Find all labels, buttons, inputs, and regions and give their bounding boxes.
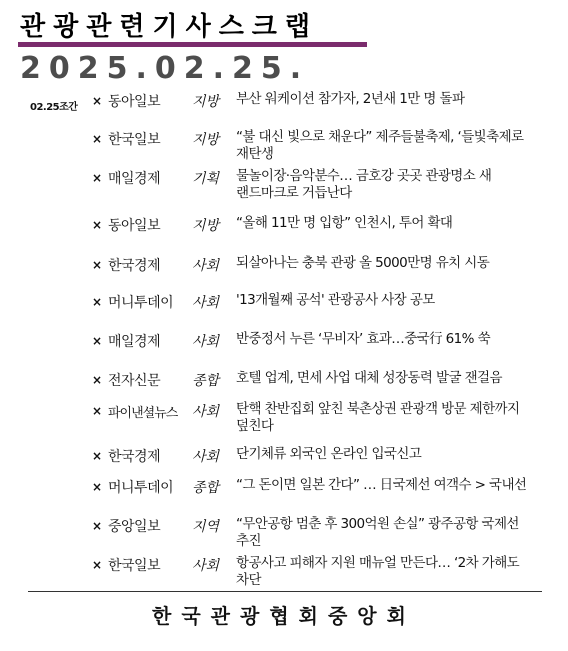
page-title: 관광관련기사스크랩 [20, 12, 319, 42]
article-source: 매일경제 [108, 171, 161, 187]
bullet-mark: × [92, 373, 103, 387]
article-headline[interactable]: 되살아나는 충북 관광 올 5000만명 유치 시동 [236, 255, 490, 271]
article-row[interactable] [0, 168, 568, 206]
article-category: 사회 [192, 558, 220, 574]
article-category: 사회 [192, 449, 220, 465]
article-row[interactable] [0, 401, 568, 439]
bullet-mark: × [92, 480, 103, 494]
bullet-mark: × [92, 132, 103, 146]
article-headline[interactable]: 단기체류 외국인 온라인 입국신고 [236, 446, 422, 462]
bullet-mark: × [92, 295, 103, 309]
article-category: 사회 [192, 258, 220, 274]
article-category: 종합 [192, 480, 220, 496]
article-source: 동아일보 [108, 218, 161, 234]
article-category: 지방 [192, 94, 220, 110]
bullet-mark: × [92, 94, 103, 108]
article-category: 사회 [192, 404, 220, 420]
article-category: 사회 [192, 334, 220, 350]
article-row[interactable] [0, 215, 568, 253]
article-row[interactable] [0, 555, 568, 593]
article-category: 기획 [192, 171, 220, 187]
bullet-mark: × [92, 334, 103, 348]
bullet-mark: × [92, 404, 103, 418]
article-headline[interactable]: “불 대신 빛으로 채운다” 제주들불축제, ‘들빛축제로 재탄생 [236, 129, 524, 162]
article-source: 매일경제 [108, 334, 161, 350]
article-row[interactable] [0, 331, 568, 369]
article-headline[interactable]: “무안공항 멈춘 후 300억원 손실” 광주공항 국제선 추진 [236, 516, 519, 549]
article-headline[interactable]: 탄핵 찬반집회 앞친 북촌상권 관광객 방문 제한까지 덮친다 [236, 401, 520, 434]
bullet-mark: × [92, 258, 103, 272]
article-category: 사회 [192, 295, 220, 311]
article-headline[interactable]: '13개월째 공석' 관광공사 사장 공모 [236, 292, 435, 308]
article-source: 머니투데이 [108, 480, 174, 496]
article-headline[interactable]: 부산 워케이션 참가자, 2년새 1만 명 돌파 [236, 91, 465, 107]
article-category: 지방 [192, 132, 220, 148]
edition-label: 02.25조간 [30, 102, 78, 113]
article-row[interactable] [0, 516, 568, 554]
article-row[interactable] [0, 255, 568, 293]
organization-name: 한국관광협회중앙회 [152, 604, 416, 628]
title-underline [18, 42, 367, 47]
article-source: 한국경제 [108, 258, 161, 274]
article-row[interactable] [0, 129, 568, 167]
article-row[interactable] [0, 91, 568, 129]
bullet-mark: × [92, 519, 103, 533]
article-source: 한국경제 [108, 449, 161, 465]
article-row[interactable] [0, 477, 568, 515]
article-source: 파이낸셜뉴스 [108, 406, 178, 421]
article-headline[interactable]: 반중정서 누른 ‘무비자’ 효과…중국行 61% 쑥 [236, 331, 491, 347]
article-row[interactable] [0, 292, 568, 330]
article-headline[interactable]: 항공사고 피해자 지원 매뉴얼 만든다… ‘2차 가해도 차단 [236, 555, 520, 588]
bullet-mark: × [92, 218, 103, 232]
bullet-mark: × [92, 171, 103, 185]
article-source: 한국일보 [108, 132, 161, 148]
article-headline[interactable]: “올해 11만 명 입항” 인천시, 투어 확대 [236, 215, 453, 231]
article-source: 중앙일보 [108, 519, 161, 535]
scrap-date: 2025.02.25. [20, 51, 310, 86]
article-headline[interactable]: 호텔 업계, 면세 사업 대체 성장동력 발굴 잰걸음 [236, 370, 502, 386]
bullet-mark: × [92, 558, 103, 572]
article-source: 동아일보 [108, 94, 161, 110]
bullet-mark: × [92, 449, 103, 463]
article-category: 지역 [192, 519, 220, 535]
article-source: 머니투데이 [108, 295, 174, 311]
article-headline[interactable]: 물놀이장·음악분수… 금호강 곳곳 관광명소 새 랜드마크로 거듭난다 [236, 168, 492, 201]
article-category: 지방 [192, 218, 220, 234]
footer-divider [28, 591, 542, 592]
article-source: 전자신문 [108, 373, 161, 389]
article-category: 종합 [192, 373, 220, 389]
article-source: 한국일보 [108, 558, 161, 574]
article-headline[interactable]: “그 돈이면 일본 간다” … 日국제선 여객수 > 국내선 [236, 477, 527, 493]
